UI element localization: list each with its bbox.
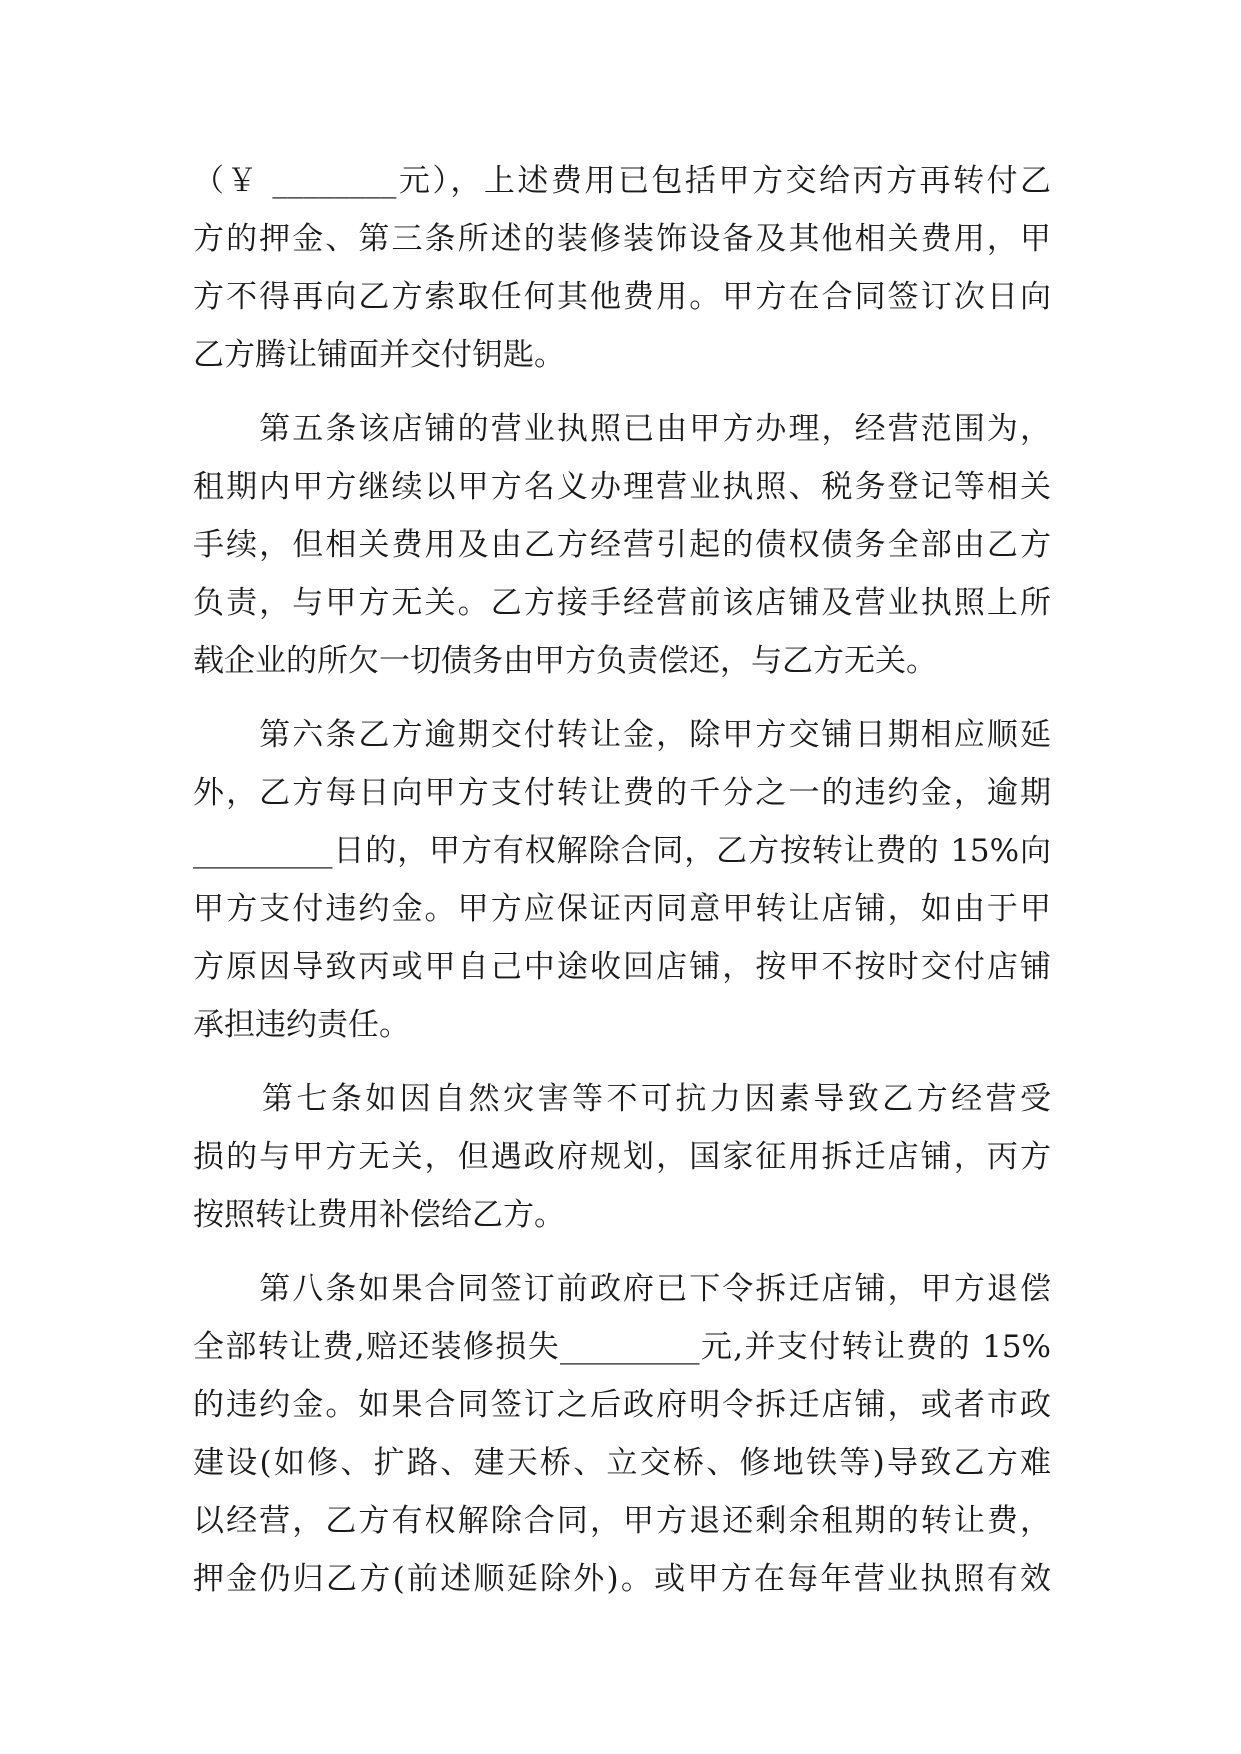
text-line: 损的与甲方无关，但遇政府规划，国家征用拆迁店铺，丙方 <box>193 1139 1051 1175</box>
text-line: 以经营，乙方有权解除合同，甲方退还剩余租期的转让费， <box>193 1503 1051 1539</box>
text-line: 载企业的所欠一切债务由甲方负责偿还，与乙方无关。 <box>193 643 937 679</box>
text-line: 甲方支付违约金。甲方应保证丙同意甲转让店铺，如由于甲 <box>193 891 1051 927</box>
paragraph <box>193 152 1051 384</box>
text-line: 第七条如因自然灾害等不可抗力因素导致乙方经营受 <box>193 1081 1051 1117</box>
paragraph-article-8 <box>193 1260 1051 1608</box>
text-line: 负责，与甲方无关。乙方接手经营前该店铺及营业执照上所 <box>193 585 1051 621</box>
document-body <box>193 152 1051 1608</box>
text-line: 按照转让费用补偿给乙方。 <box>193 1197 565 1233</box>
text-line: 方的押金、第三条所述的装修装饰设备及其他相关费用，甲 <box>193 221 1051 257</box>
text-line: 的违约金。如果合同签订之后政府明令拆迁店铺，或者市政 <box>193 1387 1051 1423</box>
text-line: （￥ ________元），上述费用已包括甲方交给丙方再转付乙 <box>193 163 1051 199</box>
paragraph-article-6 <box>193 706 1051 1054</box>
text-line: 押金仍归乙方(前述顺延除外)。或甲方在每年营业执照有效 <box>193 1561 1051 1597</box>
text-line: 第六条乙方逾期交付转让金，除甲方交铺日期相应顺延 <box>193 717 1051 753</box>
text-line: 手续，但相关费用及由乙方经营引起的债权债务全部由乙方 <box>193 527 1051 563</box>
text-line: _________日的，甲方有权解除合同，乙方按转让费的 15%向 <box>193 833 1051 869</box>
text-line: 乙方腾让铺面并交付钥匙。 <box>193 337 565 373</box>
text-line: 建设(如修、扩路、建天桥、立交桥、修地铁等)导致乙方难 <box>193 1445 1051 1481</box>
text-line: 方不得再向乙方索取任何其他费用。甲方在合同签订次日向 <box>193 279 1051 315</box>
paragraph-article-7 <box>193 1070 1051 1244</box>
paragraph-article-5 <box>193 400 1051 690</box>
text-line: 承担违约责任。 <box>193 1007 410 1043</box>
text-line: 全部转让费,赔还装修损失_________元,并支付转让费的 15% <box>193 1329 1051 1365</box>
text-line: 租期内甲方继续以甲方名义办理营业执照、税务登记等相关 <box>193 469 1051 505</box>
text-line: 第五条该店铺的营业执照已由甲方办理，经营范围为， <box>193 411 1051 447</box>
text-line: 第八条如果合同签订前政府已下令拆迁店铺，甲方退偿 <box>193 1271 1051 1307</box>
text-line: 外，乙方每日向甲方支付转让费的千分之一的违约金，逾期 <box>193 775 1051 811</box>
text-line: 方原因导致丙或甲自己中途收回店铺，按甲不按时交付店铺 <box>193 949 1051 985</box>
